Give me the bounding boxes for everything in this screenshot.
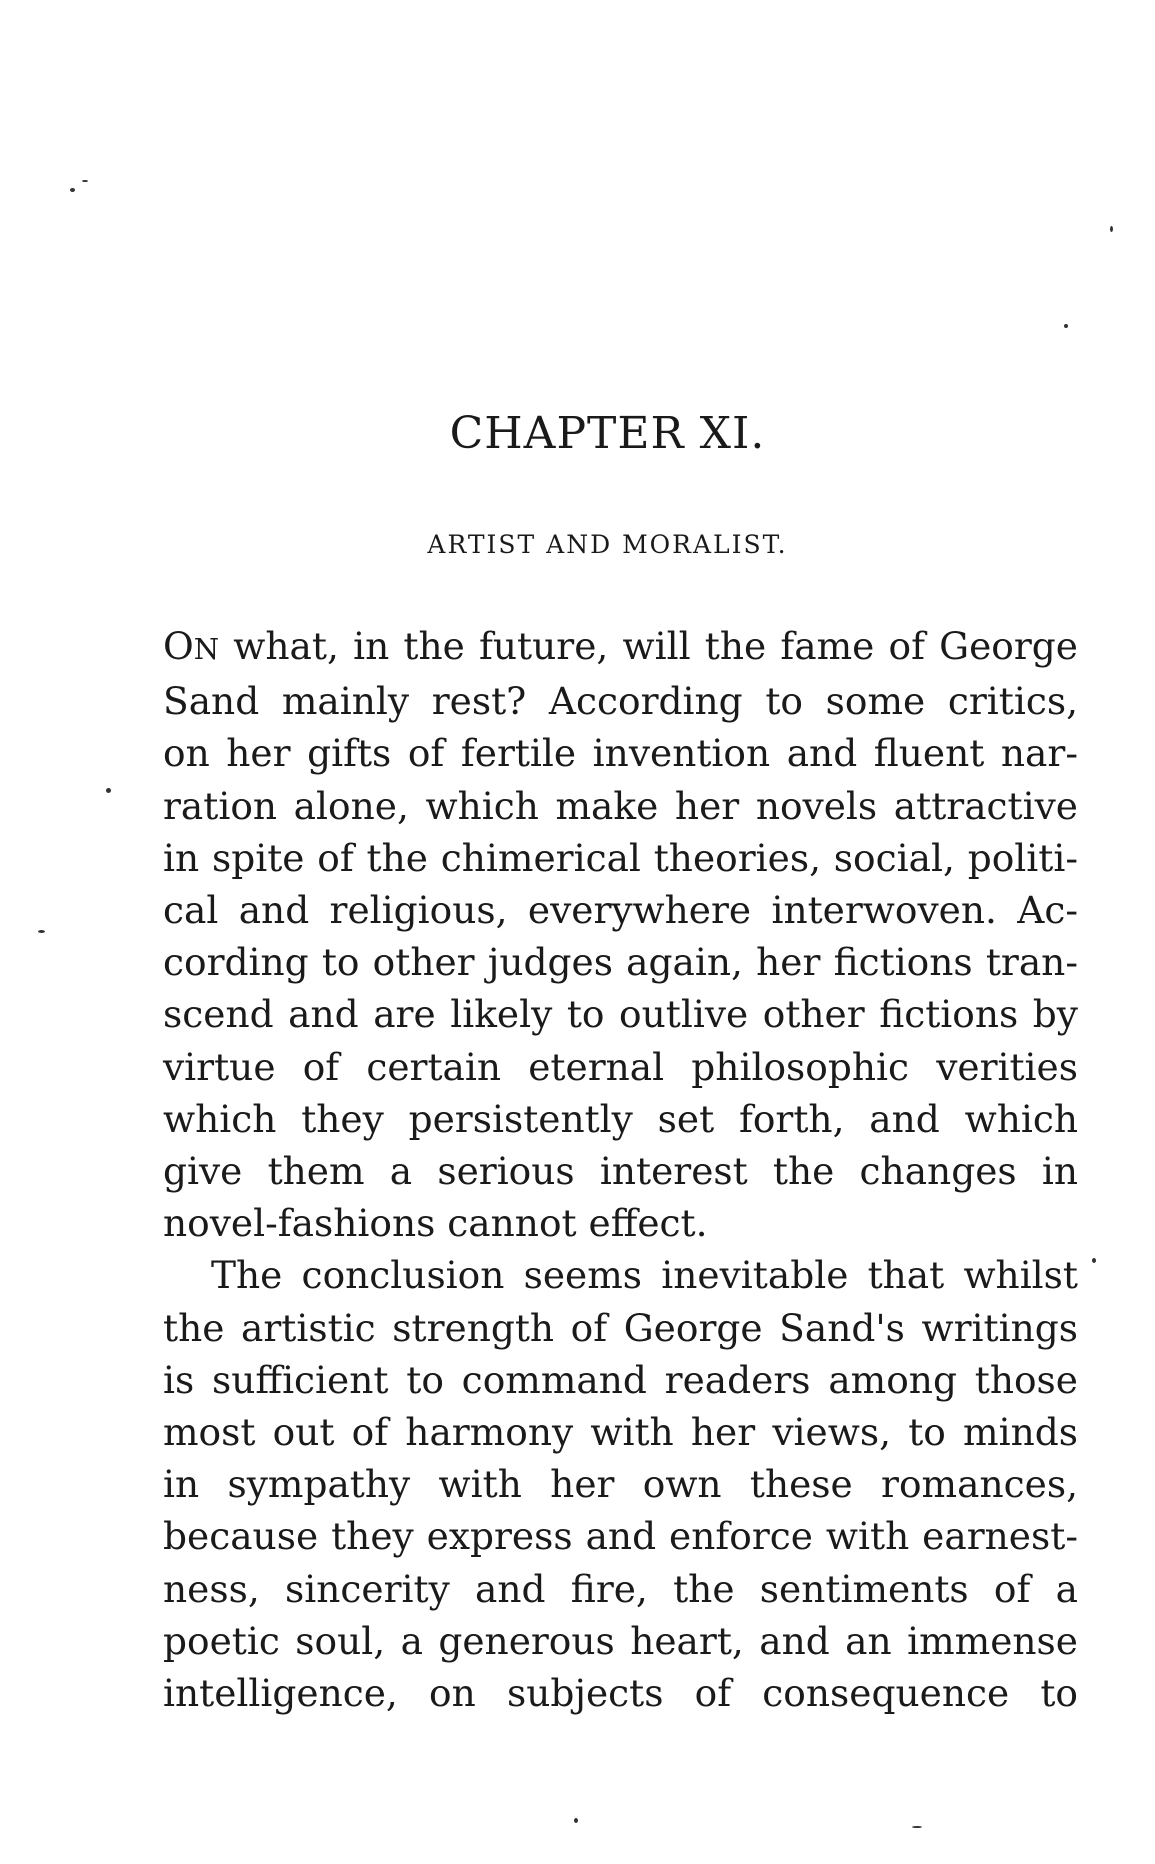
text-line: in sympathy with her own these romances, <box>163 1462 1078 1507</box>
scan-speck <box>1064 324 1068 328</box>
text-line: because they express and enforce with earnest- <box>163 1514 1078 1559</box>
text-line: in spite of the chimerical theories, social, politi- <box>163 835 1078 880</box>
chapter-title: CHAPTER XI. <box>449 408 766 459</box>
scan-speck <box>1092 1258 1096 1263</box>
text-line: novel-fashions cannot effect. <box>163 1201 708 1246</box>
text-line <box>163 620 1078 675</box>
dropcap-rest: N <box>193 632 220 666</box>
body-text <box>163 620 1078 1719</box>
text-line: ness, sincerity and fire, the sentiments of a <box>163 1566 1078 1611</box>
text-line: poetic soul, a generous heart, and an immense <box>163 1618 1078 1663</box>
scan-speck <box>38 930 45 933</box>
scan-speck <box>574 1818 578 1823</box>
text-line: most out of harmony with her views, to minds <box>163 1410 1078 1455</box>
text-line: Sand mainly rest? According to some critics, <box>163 679 1078 724</box>
text-line: on her gifts of fertile invention and fluent nar- <box>163 731 1078 776</box>
text-line: cording to other judges again, her fictions tran- <box>163 940 1078 985</box>
text-line: cal and religious, everywhere interwoven. Ac- <box>163 888 1078 933</box>
dropcap-first: O <box>163 624 194 668</box>
scan-speck <box>82 180 88 182</box>
text-line: The conclusion seems inevitable that whilst <box>211 1253 1078 1298</box>
text-line: intelligence, on subjects of consequence to <box>163 1671 1078 1716</box>
scan-speck <box>1110 226 1113 232</box>
scan-speck <box>106 788 111 793</box>
text-line: scend and are likely to outlive other fictions by <box>163 992 1078 1037</box>
scan-speck <box>912 1826 922 1828</box>
scan-speck <box>70 188 75 192</box>
text-line: which they persistently set forth, and which <box>163 1096 1078 1141</box>
text-line: give them a serious interest the changes in <box>163 1149 1078 1194</box>
text-line: the artistic strength of George Sand's writings <box>163 1305 1078 1350</box>
chapter-subtitle: ARTIST AND MORALIST. <box>427 530 788 559</box>
text-line: is sufficient to command readers among those <box>163 1357 1078 1402</box>
line-text: what, in the future, will the fame of George <box>219 624 1078 668</box>
text-line: ration alone, which make her novels attractive <box>163 783 1078 828</box>
text-line: virtue of certain eternal philosophic verities <box>163 1044 1078 1089</box>
